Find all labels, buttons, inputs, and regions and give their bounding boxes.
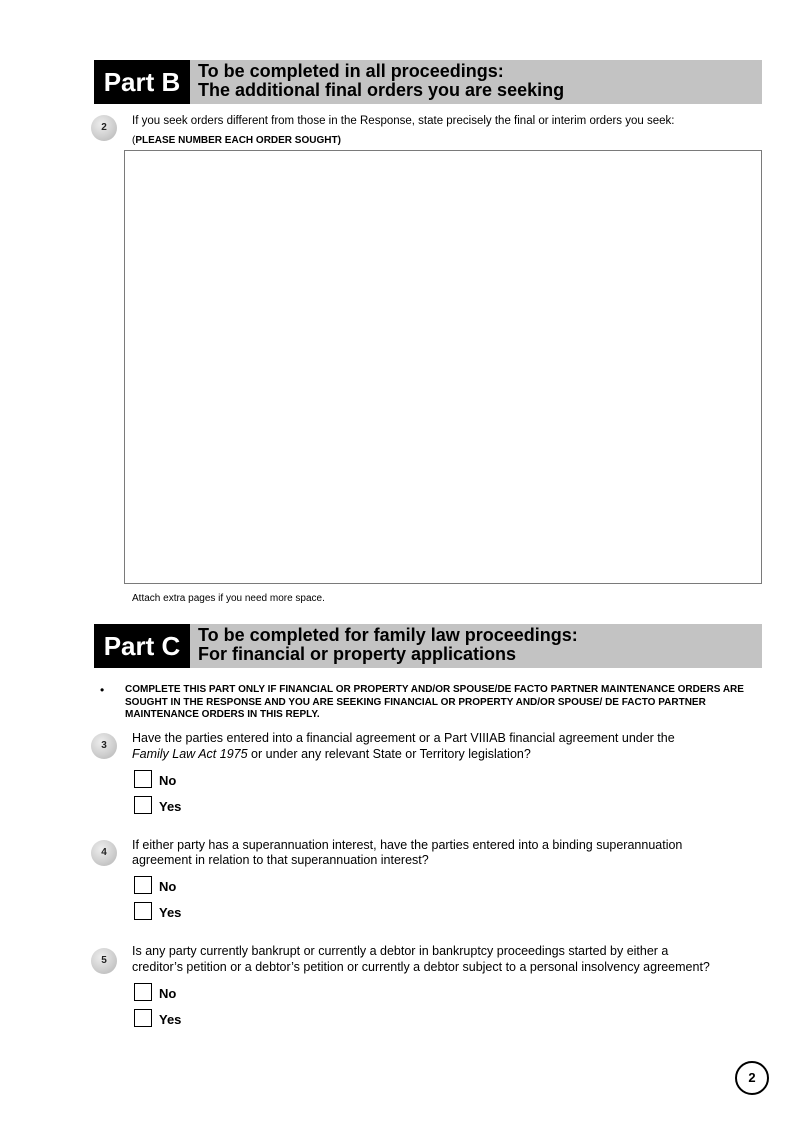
q2-instruction — [132, 135, 341, 146]
q4-yes-checkbox[interactable] — [134, 902, 152, 920]
q4-text-line2: agreement in relation to that superannuation interest? — [132, 853, 429, 867]
q2-text: If you seek orders different from those in the Response, state precisely the final or interim orders you seek: — [132, 115, 675, 127]
q3-act-name: Family Law Act 1975 — [132, 747, 248, 761]
part-b-header — [94, 60, 762, 104]
part-c-label: Part C — [94, 624, 190, 668]
part-c-title-line2: For financial or property applications — [198, 644, 517, 664]
q3-text-line1: Have the parties entered into a financial agreement or a Part VIIIAB financial agreement under the — [132, 731, 675, 745]
part-b-label: Part B — [94, 60, 190, 104]
part-c-header — [94, 624, 762, 668]
question-number-4: 4 — [91, 840, 117, 866]
part-c-title-line1: To be completed for family law proceedings: — [198, 625, 578, 645]
part-b-title — [190, 60, 762, 104]
question-number-5: 5 — [91, 948, 117, 974]
q3-yes-label: Yes — [159, 799, 182, 814]
q3-no-label: No — [159, 773, 177, 788]
part-b-title-line1: To be completed in all proceedings: — [198, 61, 504, 81]
q2-instruction-bold: PLEASE NUMBER EACH ORDER SOUGHT) — [135, 135, 341, 146]
q5-text-line2: creditor’s petition or a debtor’s petition or currently a debtor subject to a personal insolvency agreement? — [132, 960, 710, 974]
q4-no-checkbox[interactable] — [134, 876, 152, 894]
question-number-2: 2 — [91, 115, 117, 141]
q3-text-line2-rest: or under any relevant State or Territory legislation? — [247, 747, 531, 761]
part-c-instruction: COMPLETE THIS PART ONLY IF FINANCIAL OR PROPERTY AND/OR SPOUSE/DE FACTO PARTNER MAINTENANCE ORDERS ARE SOUGHT IN THE RESPONSE AND YOU ARE SEEKING FINANCIAL OR PROPERTY AND/OR SPOUSE/ DE FACTO PARTNER MAINTENANCE ORDERS IN THIS REPLY. — [125, 684, 744, 720]
page-number: 2 — [735, 1061, 769, 1095]
q3-text-line2 — [132, 746, 531, 762]
bullet-icon: • — [100, 683, 105, 697]
q4-yes-label: Yes — [159, 905, 182, 920]
question-number-3: 3 — [91, 733, 117, 759]
part-c-title — [190, 624, 762, 668]
q5-no-label: No — [159, 986, 177, 1001]
q2-note: Attach extra pages if you need more space. — [132, 593, 325, 604]
part-b-title-line2: The additional final orders you are seeking — [198, 80, 565, 100]
q5-yes-label: Yes — [159, 1012, 182, 1027]
q4-no-label: No — [159, 879, 177, 894]
q3-yes-checkbox[interactable] — [134, 796, 152, 814]
q3-no-checkbox[interactable] — [134, 770, 152, 788]
q4-text-line1: If either party has a superannuation interest, have the parties entered into a binding superannuation — [132, 838, 683, 852]
q2-instruction-open: ( — [132, 135, 136, 146]
q5-no-checkbox[interactable] — [134, 983, 152, 1001]
q5-yes-checkbox[interactable] — [134, 1009, 152, 1027]
orders-sought-textarea[interactable] — [124, 150, 762, 584]
q5-text-line1: Is any party currently bankrupt or currently a debtor in bankruptcy proceedings started by either a — [132, 944, 669, 958]
